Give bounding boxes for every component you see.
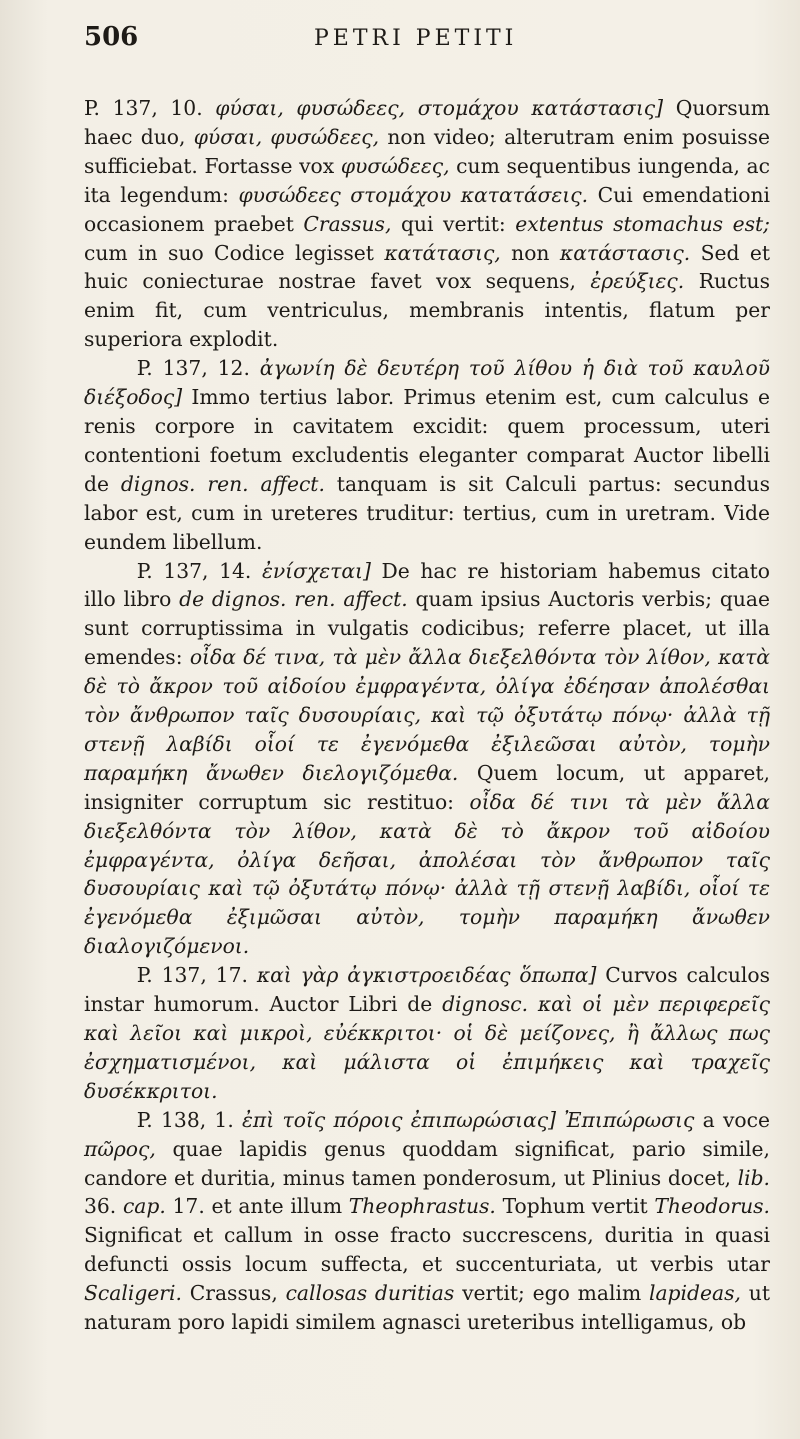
- greek-text: φυσώδεες στομάχου κατατάσεις.: [238, 182, 589, 207]
- latin-text: quam ipsius Auctoris verbis; quae sunt corruptissima in vulgatis codicibus; referre placet, ut illa emendes:: [84, 587, 770, 670]
- greek-text: οἶδα δέ τινα, τὰ μὲν ἄλλα διεξελθόντα τὸν λίθον, κατὰ δὲ τὸ ἄκρον τοῦ αἰδοίου ἐμφραγέντα, ὀλίγα ἐδέησαν ἀπολέσθαι τὸν ἄνθρωπον ταῖς δυσουρίαις, καὶ τῷ ὀξυτάτῳ πόνῳ· ἀλλὰ τῇ στενῇ λαβίδι οἷοί τε ἐγενόμεθα ἐξιλεῶσαι αὐτὸν, τομὴν παραμήκη ἄνωθεν διελογιζόμεθα.: [84, 645, 770, 785]
- latin-text: Ructus enim fit, cum ventriculus, membranis intentis, flatum per superiora explodit.: [84, 269, 771, 352]
- greek-lemma: ἐνίσχεται]: [261, 558, 371, 583]
- greek-text: Ἐπιπώρωσις: [564, 1107, 695, 1132]
- latin-text: Significat et callum in osse fracto succrescens, duritia in quasi defuncti ossis locum suffecta, et succenturiata, ut verbis utar: [84, 1223, 770, 1277]
- latin-text: 36.: [84, 1194, 123, 1219]
- latin-text: cum in suo Codice legisset: [84, 240, 385, 265]
- greek-lemma: ἀγωνίη δὲ δευτέρη τοῦ λίθου ἡ διὰ τοῦ καυλοῦ διέξοδος]: [84, 356, 771, 410]
- latin-text: 17. et ante illum: [165, 1194, 349, 1219]
- latin-text: tanquam is sit Calculi partus: secundus labor est, cum in ureteres truditur: tertius, cum in uretram. Vide eundem libellum.: [84, 471, 770, 554]
- page-header: [84, 22, 770, 72]
- greek-lemma: φύσαι, φυσώδεες, στομάχου κατάστασις]: [215, 96, 664, 120]
- italic-text: cap.: [122, 1194, 166, 1219]
- italic-text: Theodorus.: [654, 1194, 770, 1219]
- latin-text: Immo tertius labor. Primus etenim est, cum calculus e renis corpore in cavitatem excidit: quem processum, uteri contentioni foetum excludentis eleganter comparat Auctor libelli de: [84, 385, 770, 496]
- italic-text: dignosc.: [442, 992, 529, 1017]
- commentary-body: [84, 94, 770, 1337]
- note-paragraph: [84, 354, 770, 556]
- greek-text: κατάστασις.: [559, 240, 691, 265]
- italic-text: Theophrastus.: [348, 1194, 496, 1219]
- running-title: PETRI PETITI: [314, 26, 518, 51]
- latin-text: qui vertit:: [391, 211, 516, 236]
- latin-text: Cui emendationi occasionem praebet: [84, 182, 770, 236]
- greek-text: καὶ οἱ μὲν περιφερεῖς καὶ λεῖοι καὶ μικροὶ, εὐέκκριτοι· οἱ δὲ μείζονες, ἢ ἄλλως πως ἐσχηματισμένοι, καὶ μάλιστα οἱ ἐπιμήκεις καὶ τραχεῖς δυσέκκριτοι.: [84, 992, 770, 1103]
- greek-text: κατάτασις,: [384, 240, 501, 265]
- italic-text: extentus stomachus est;: [515, 211, 770, 236]
- note-reference: P. 137, 12.: [136, 356, 250, 381]
- italic-text: dignos. ren. affect.: [120, 471, 325, 496]
- latin-text: a voce: [694, 1107, 770, 1132]
- italic-text: Crassus,: [303, 211, 392, 236]
- greek-text: φυσώδεες,: [340, 153, 450, 178]
- latin-text: Sed et huic coniecturae nostrae favet vox sequens,: [84, 240, 770, 294]
- note-paragraph: [84, 961, 770, 1106]
- note-paragraph: [84, 1106, 770, 1337]
- greek-text: φύσαι, φυσώδεες,: [193, 124, 380, 149]
- latin-text: quae lapidis genus quoddam significat, pario simile, candore et duritia, minus tamen ponderosum, ut Plinius docet,: [84, 1136, 770, 1190]
- greek-lemma: καὶ γὰρ ἀγκιστροειδέας ὅπωπα]: [256, 963, 597, 988]
- italic-text: Scaligeri.: [84, 1281, 182, 1306]
- latin-text: Tophum vertit: [495, 1194, 655, 1219]
- latin-text: Curvos calculos instar humorum. Auctor Libri de: [84, 963, 770, 1017]
- greek-text: οἶδα δέ τινι τὰ μὲν ἄλλα διεξελθόντα τὸν λίθον, κατὰ δὲ τὸ ἄκρον τοῦ αἰδοίου ἐμφραγέντα, ὀλίγα δεῆσαι, ἀπολέσαι τὸν ἄνθρωπον ταῖς δυσουρίαις καὶ τῷ ὀξυτάτῳ πόνῳ· ἀλλὰ τῇ στενῇ λαβίδι, οἷοί τε ἐγενόμεθα ἐξιμῶσαι αὐτὸν, τομὴν παραμήκη ἄνωθεν διαλογιζόμενοι.: [84, 789, 770, 959]
- note-reference: P. 137, 14.: [136, 558, 252, 583]
- latin-text: ut naturam poro lapidi similem agnasci ureteribus intelligamus, ob: [84, 1281, 770, 1335]
- greek-text: ἐρεύξιες.: [590, 269, 685, 294]
- note-reference: P. 137, 10.: [84, 96, 203, 120]
- italic-text: lib.: [737, 1165, 770, 1190]
- italic-text: de dignos. ren. affect.: [179, 587, 408, 612]
- latin-text: Quem locum, ut apparet, insigniter corruptum sic restituo:: [84, 760, 770, 814]
- note-reference: P. 137, 17.: [136, 963, 248, 988]
- greek-text: πῶρος,: [84, 1136, 156, 1161]
- note-paragraph: [84, 94, 770, 354]
- latin-text: cum sequentibus iungenda, ac ita legendum:: [84, 153, 770, 207]
- latin-text: [556, 1108, 564, 1132]
- latin-text: Crassus,: [181, 1281, 286, 1306]
- note-paragraph: [84, 557, 770, 962]
- latin-text: non video; alterutram enim posuisse sufficiebat. Fortasse vox: [84, 124, 770, 178]
- page-number: 506: [84, 22, 139, 52]
- greek-lemma: ἐπὶ τοῖς πόροις ἐπιπωρώσιας]: [242, 1107, 556, 1132]
- latin-text: vertit; ego malim: [454, 1281, 649, 1306]
- italic-text: callosas duritias: [285, 1281, 455, 1306]
- latin-text: De hac re historiam habemus citato illo libro: [84, 558, 771, 612]
- italic-text: lapideas,: [648, 1281, 741, 1306]
- latin-text: Quorsum haec duo,: [84, 96, 771, 149]
- latin-text: non: [500, 240, 560, 265]
- note-reference: P. 138, 1.: [136, 1107, 234, 1132]
